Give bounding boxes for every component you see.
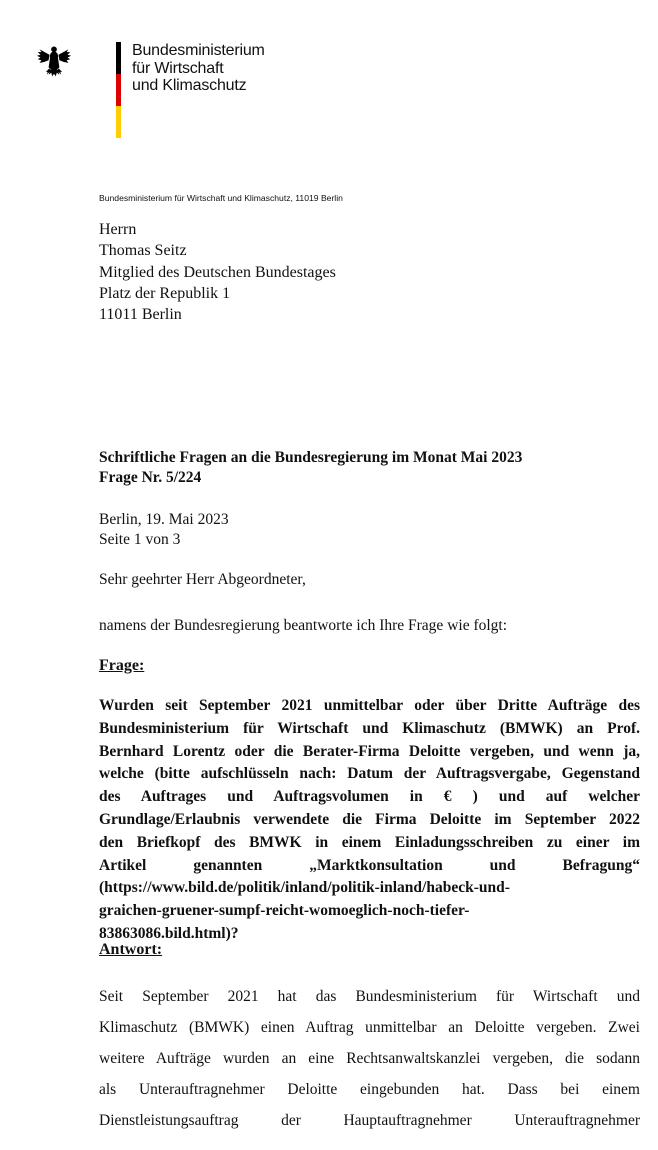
answer-text <box>99 981 640 1136</box>
ministry-name <box>132 42 265 95</box>
question-line: Wurden seit September 2021 unmittelbar oder über Dritte Aufträge des <box>99 697 640 714</box>
answer-line: Seit September 2021 hat das Bundesministerium für Wirtschaft und <box>99 988 640 1005</box>
flag-bar <box>116 42 121 138</box>
question-line: Bernhard Lorentz oder die Berater-Firma Deloitte vergeben, und wenn ja, <box>99 742 640 760</box>
ministry-line: Bundesministerium <box>132 42 265 59</box>
sender-line: Bundesministerium für Wirtschaft und Klimaschutz, 11019 Berlin <box>99 193 343 203</box>
question-line: (https://www.bild.de/politik/inland/politik-inland/habeck-und- <box>99 879 510 897</box>
page-number: Seite 1 von 3 <box>99 531 181 548</box>
address-line: Platz der Republik 1 <box>99 284 231 302</box>
question-text <box>99 695 640 946</box>
answer-line: weitere Aufträge wurden an eine Rechtsanwaltskanzlei vergeben, die sodann <box>99 1050 640 1067</box>
question-line: graichen-gruener-sumpf-reicht-womoeglich-noch-tiefer- <box>99 902 470 920</box>
subject-title: Schriftliche Fragen an die Bundesregierung im Monat Mai 2023 <box>99 449 523 466</box>
address-line: 11011 Berlin <box>99 306 182 324</box>
question-line: Grundlage/Erlaubnis verwendete die Firma Deloitte im September 2022 <box>99 810 640 828</box>
flag-red <box>116 74 121 106</box>
subject <box>99 448 522 488</box>
ministry-line: und Klimaschutz <box>132 77 247 94</box>
flag-gold <box>116 106 121 138</box>
letterhead <box>36 42 336 142</box>
ministry-line: für Wirtschaft <box>132 59 224 77</box>
question-line: den Briefkopf des BMWK in einem Einladungsschreiben zu einer im <box>99 833 640 851</box>
answer-line: Klimaschutz (BMWK) einen Auftrag unmittelbar an Deloitte vergeben. Zwei <box>99 1019 640 1036</box>
question-heading: Frage: <box>99 657 145 674</box>
question-line: 83863086.bild.html)? <box>99 924 239 942</box>
address-line: Mitglied des Deutschen Bundestages <box>99 263 336 281</box>
question-line: welche (bitte aufschlüsseln nach: Datum der Auftragsvergabe, Gegenstand <box>99 765 640 783</box>
recipient-address <box>99 219 336 325</box>
salutation: Sehr geehrter Herr Abgeordneter, <box>99 571 306 588</box>
address-line: Thomas Seitz <box>99 242 187 260</box>
intro-text: namens der Bundesregierung beantworte ich Ihre Frage wie folgt: <box>99 617 508 634</box>
question-number: Frage Nr. 5/224 <box>99 469 202 486</box>
answer-line: als Unterauftragnehmer Deloitte eingebunden hat. Dass bei einem <box>99 1081 640 1098</box>
answer-heading: Antwort: <box>99 941 163 958</box>
question-line: Artikel genannten „Marktkonsultation und Befragung“ <box>99 856 640 874</box>
date: Berlin, 19. Mai 2023 <box>99 511 229 528</box>
question-line: Bundesministerium für Wirtschaft und Klimaschutz (BMWK) an Prof. <box>99 719 640 737</box>
federal-eagle-icon <box>36 44 72 80</box>
address-line: Herrn <box>99 221 137 238</box>
answer-line: Dienstleistungsauftrag der Hauptauftragnehmer Unterauftragnehmer <box>99 1112 640 1129</box>
date-block <box>99 510 229 550</box>
flag-black <box>116 42 121 74</box>
question-line: des Auftrages und Auftragsvolumen in € ) und auf welcher <box>99 788 640 806</box>
